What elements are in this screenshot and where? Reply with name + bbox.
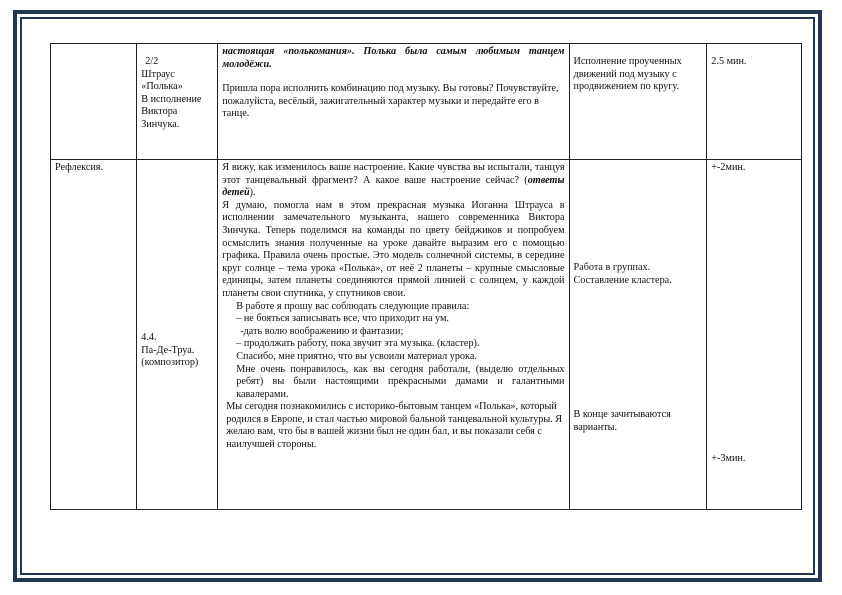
music-line: Виктора [141, 106, 178, 118]
music-line: 4.4. [141, 332, 157, 343]
stage-label: Рефлексия. [55, 162, 104, 173]
teacher-activity-cell [218, 160, 569, 510]
music-line: Па-Де-Труа. [141, 344, 195, 356]
student-activity-cell [569, 160, 707, 510]
music-line: Штраус [141, 68, 175, 80]
table-row [51, 44, 802, 160]
reflection-paragraph: Я вижу, как изменилось ваше настроение. Какие чувства вы испытали, танцуя этот танцевальный фрагмент? А какое ваше настроение сейчас? (ответы детей). [222, 162, 565, 199]
music-line: (композитор) [141, 357, 199, 369]
rules-list-item: -дать волю воображению и фантазии; [240, 325, 404, 337]
music-line: 2/2 [145, 56, 159, 67]
music-line: В исполнение [141, 93, 202, 105]
rules-list-item: – продолжать работу, пока звучит эта музыка. (кластер). [236, 338, 480, 350]
italic-note: настоящая «полькомания». Полька была самым любимым танцем молодёжи. [222, 46, 565, 70]
time-bottom: +-3мин. [711, 452, 746, 464]
stage-cell [51, 44, 137, 160]
music-cell [137, 160, 218, 510]
time-top: +-2мин. [711, 162, 746, 173]
time-cell [707, 160, 802, 510]
student-activity-cell: Исполнение проученных движений под музыку с продвижением по кругу. [569, 44, 707, 160]
music-line: «Полька» [141, 81, 183, 93]
rules-list-item: Мне очень понравилось, как вы сегодня работали, (выделю отдельных ребят) вы были настоящими прекрасными дамами и галантными кавалерами. [236, 363, 565, 400]
music-line: Зинчука. [141, 118, 180, 130]
teacher-activity-cell [218, 44, 569, 160]
closing-paragraph: Мы сегодня познакомились с историко-бытовым танцем «Полька», который родился в Европе, и стал частью мировой бальной танцевальной культуры. Я желаю вам, что бы в вашей жизни был не один бал, и вы показали себя с наилучшей стороны. [226, 401, 563, 451]
lesson-plan-table [50, 43, 802, 510]
time-cell: 2.5 мин. [707, 44, 802, 160]
group-work-text: Работа в группах. Составление кластера. [573, 262, 672, 286]
table-row [51, 160, 802, 510]
final-reading-text: В конце зачитываются варианты. [573, 409, 671, 433]
rules-list-item: В работе я прошу вас соблюдать следующие правила: [236, 300, 470, 312]
music-cell [137, 44, 218, 160]
rules-list-item: Спасибо, мне приятно, что вы усвоили материал урока. [236, 350, 477, 362]
instruction-text: Пришла пора исполнить комбинацию под музыку. Вы готовы? Почувствуйте, пожалуйста, весёлый, зажигательный характер музыки и передайте его в танце. [222, 83, 559, 120]
explanation-paragraph: Я думаю, помогла нам в этом прекрасная музыка Иоганна Штрауса в исполнении замечательного музыканта, нашего современника Виктора Зинчука. Теперь поделимся на команды по цвету бейджиков и попробуем осмыслить знания полученные на уроке давайте выразим его с помощью графика. Правила очень простые. Это модель солнечной системы, в середине круг солнце – тема урока «Полька», от неё 2 планеты – крупные смысловые единицы, затем планеты соединяются прямой линией с солнцем, у каждой планеты свои спутника, у спутников свои. [222, 199, 565, 299]
rules-list-item: – не бояться записывать все, что приходит на ум. [236, 313, 449, 325]
stage-cell [51, 160, 137, 510]
